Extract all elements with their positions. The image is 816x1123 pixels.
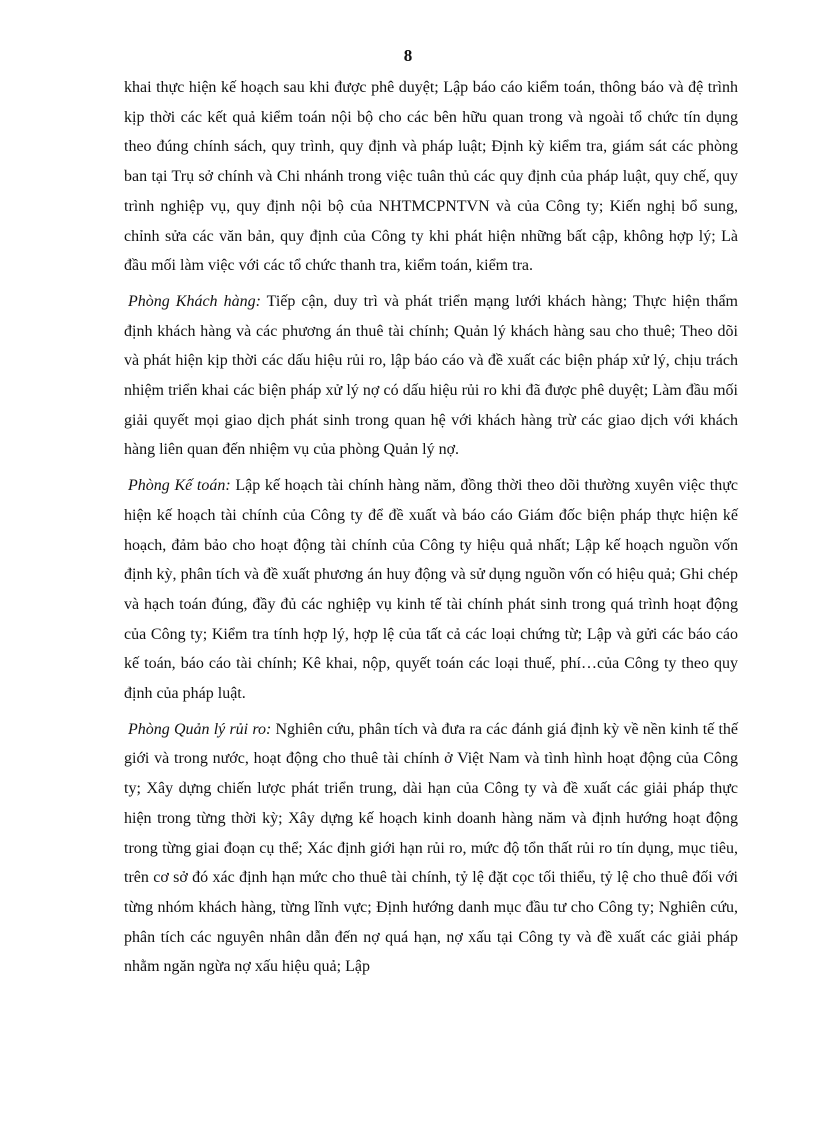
paragraph-text: khai thực hiện kế hoạch sau khi được phê duyệt; Lập báo cáo kiểm toán, thông báo và đệ trình kịp thời các kết quả kiểm toán nội bộ cho các bên hữu quan trong và ngoài tổ chức tín dụng theo đúng chính sách, quy trình, quy định và pháp luật; Định kỳ kiểm tra, giám sát các phòng ban tại Trụ sở chính và Chi nhánh trong việc tuân thủ các quy định của pháp luật, quy chế, quy trình nghiệp vụ, quy định nội bộ của NHTMCPNTVN và của Công ty; Kiến nghị bổ sung, chỉnh sửa các văn bản, quy định của Công ty khi phát hiện những bất cập, không hợp lý; Là đầu mối làm việc với các tổ chức thanh tra, kiểm toán, kiểm tra. [124, 79, 738, 275]
paragraph-lead: Phòng Quản lý rủi ro: [128, 720, 272, 738]
paragraph-lead: Phòng Khách hàng: [128, 292, 261, 310]
paragraph-accounting-department [124, 471, 738, 709]
paragraph-text: Nghiên cứu, phân tích và đưa ra các đánh giá định kỳ về nền kinh tế thế giới và trong nước, hoạt động cho thuê tài chính ở Việt Nam và tình hình hoạt động của Công ty; Xây dựng chiến lược phát triển trung, dài hạn của Công ty và đề xuất các giải pháp thực hiện trong từng thời kỳ; Xây dựng kế hoạch kinh doanh hàng năm và định hướng hoạt động trong từng giai đoạn cụ thể; Xác định giới hạn rủi ro, mức độ tổn thất rủi ro tín dụng, mục tiêu, trên cơ sở đó xác định hạn mức cho thuê tài chính, tỷ lệ đặt cọc tối thiểu, tỷ lệ cho thuê đối với từng nhóm khách hàng, từng lĩnh vực; Định hướng danh mục đầu tư cho Công ty; Nghiên cứu, phân tích các nguyên nhân dẫn đến nợ quá hạn, nợ xấu tại Công ty và đề xuất các giải pháp nhằm ngăn ngừa nợ xấu hiệu quả; Lập [124, 720, 738, 976]
paragraph-lead: Phòng Kế toán: [128, 477, 231, 495]
paragraph-risk-management-department [124, 715, 738, 982]
paragraph-audit-continuation [124, 73, 738, 281]
paragraph-text: Tiếp cận, duy trì và phát triển mạng lưới khách hàng; Thực hiện thẩm định khách hàng và các phương án thuê tài chính; Quản lý khách hàng sau cho thuê; Theo dõi và phát hiện kịp thời các dấu hiệu rủi ro, lập báo cáo và đề xuất các biện pháp xử lý, chịu trách nhiệm triển khai các biện pháp xử lý nợ có dấu hiệu rủi ro khi đã được phê duyệt; Làm đầu mối giải quyết mọi giao dịch phát sinh trong quan hệ với khách hàng trừ các giao dịch với khách hàng liên quan đến nhiệm vụ của phòng Quản lý nợ. [124, 292, 739, 459]
document-body [124, 73, 738, 988]
paragraph-customer-department [124, 287, 738, 465]
paragraph-text: Lập kế hoạch tài chính hàng năm, đồng thời theo dõi thường xuyên việc thực hiện kế hoạch tài chính của Công ty để đề xuất và báo cáo Giám đốc biện pháp thực hiện kế hoạch, đảm bảo cho hoạt động tài chính của Công ty hiệu quả nhất; Lập kế hoạch nguồn vốn định kỳ, phân tích và đề xuất phương án huy động và sử dụng nguồn vốn có hiệu quả; Ghi chép và hạch toán đúng, đầy đủ các nghiệp vụ kinh tế tài chính phát sinh trong quá trình hoạt động của Công ty; Kiểm tra tính hợp lý, hợp lệ của tất cả các loại chứng từ; Lập và gửi các báo cáo kế toán, báo cáo tài chính; Kê khai, nộp, quyết toán các loại thuế, phí…của Công ty theo quy định của pháp luật. [124, 477, 738, 703]
page-number: 8 [403, 46, 413, 65]
